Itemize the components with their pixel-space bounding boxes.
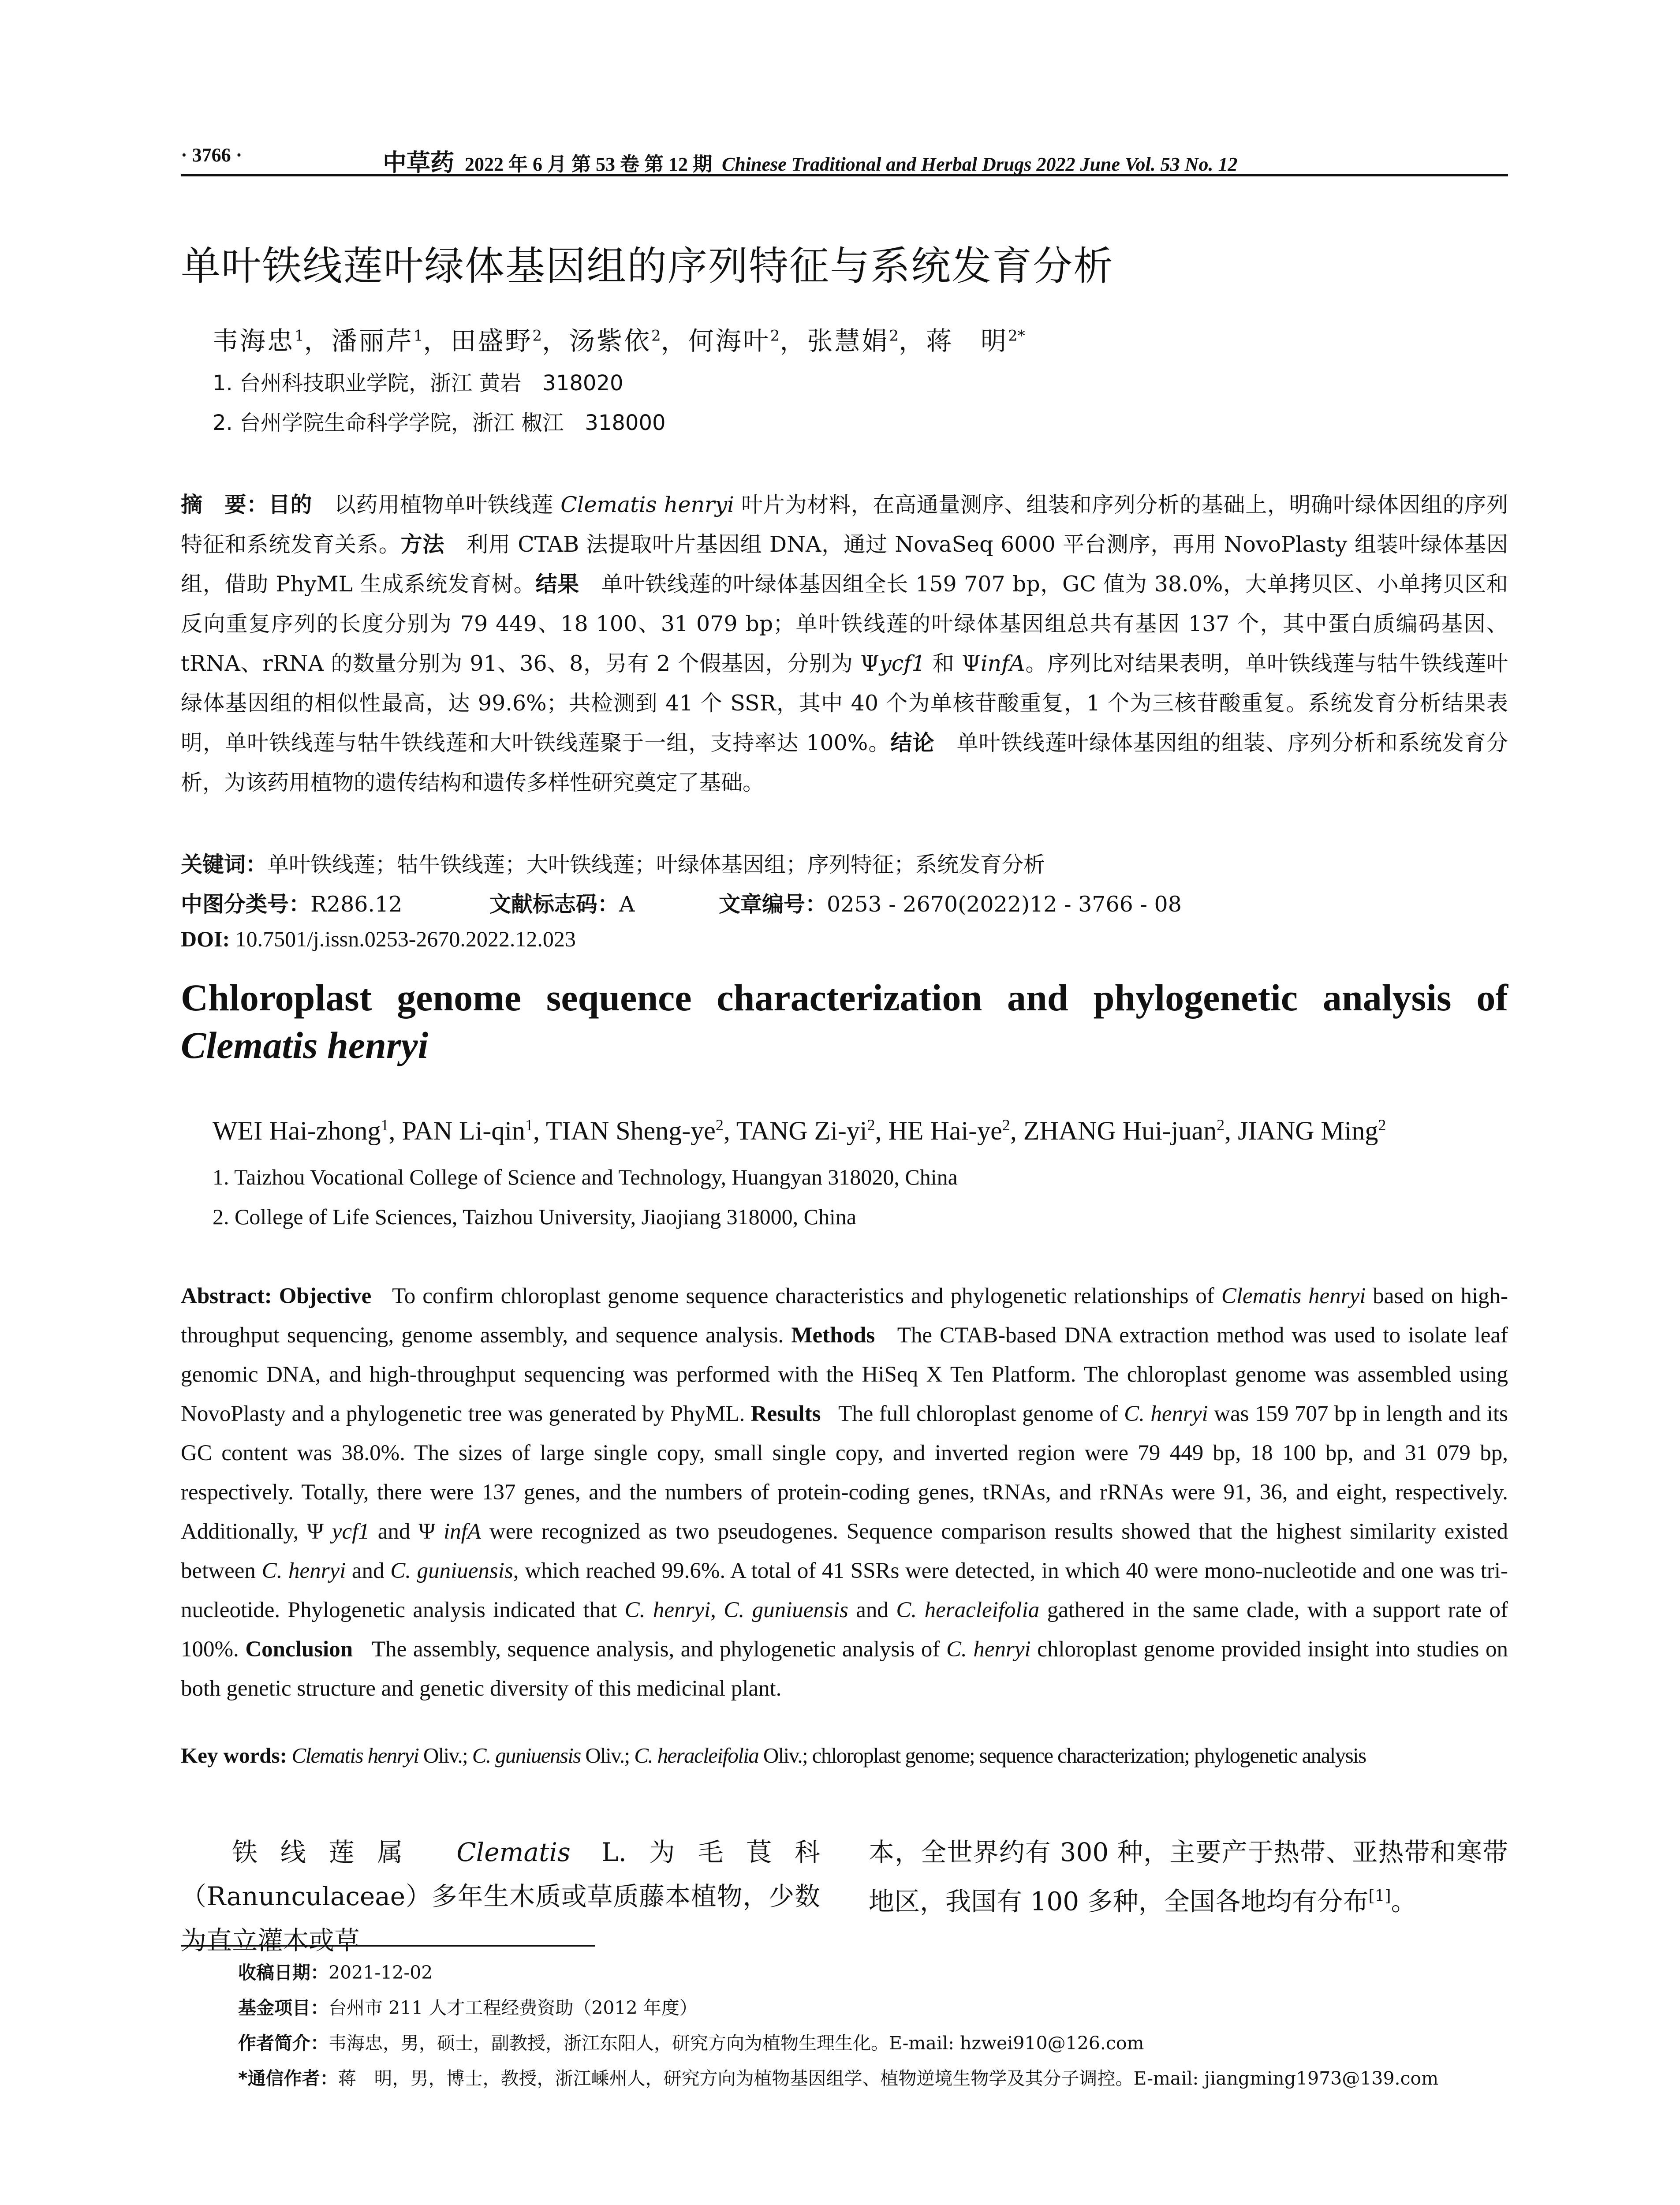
keyword-species: C. heracleifolia [634, 1743, 759, 1768]
author-aff-cn: 2* [1008, 327, 1025, 345]
author-cn: 汤紫依 [569, 326, 652, 356]
author-en: WEI Hai-zhong [213, 1116, 381, 1145]
doi-value[interactable]: 10.7501/j.issn.0253-2670.2022.12.023 [235, 927, 576, 951]
body-text: L.为毛茛科（Ranunculaceae）多年生木质或草质藤本植物，少数为直立灌木或草 [181, 1837, 820, 1955]
author-aff-en: 2 [715, 1116, 724, 1134]
author-aff-en: 1 [525, 1116, 534, 1134]
results-en-text: gathered in the same clade, with a support rate of 100%. [181, 1598, 1508, 1662]
affiliation-cn-2: 2. 台州学院生命科学学院，浙江 椒江 318000 [213, 411, 666, 435]
methods-label: 方法 [400, 532, 445, 557]
keywords-en-label: Key words: [181, 1743, 287, 1768]
abstract-cn-label: 摘 要： [181, 492, 269, 517]
footnote-author [238, 2029, 1144, 2055]
author-cn: 潘丽芹 [331, 326, 414, 356]
citation-ref[interactable]: [1] [1368, 1887, 1391, 1905]
methods-en-label: Methods [791, 1323, 875, 1348]
methods-text: 利用 CTAB 法提取叶片基因组 DNA，通过 NovaSeq 6000 平台测序，再用 NovoPlasty 组装叶绿体基因组，借助 PhyML 生成系统发育树。 [181, 532, 1508, 597]
conclusion-text: 单叶铁线莲叶绿体基因组的组装、序列分析和系统发育分析，为该药用植物的遗传结构和遗传多样性研究奠定了基础。 [181, 730, 1508, 795]
author-aff-en: 2 [867, 1116, 875, 1134]
journal-info [383, 144, 1237, 178]
footnote-label: 基金项目： [238, 1997, 329, 2018]
author-cn: 韦海忠 [213, 326, 295, 356]
doi-label: DOI: [181, 927, 230, 951]
issue-cn: 2022 年 6 月 第 53 卷 第 12 期 [465, 153, 712, 175]
clc-label: 中图分类号： [181, 892, 311, 917]
gene-name: infA [443, 1519, 481, 1544]
keyword-species: C. guniuensis [472, 1743, 581, 1768]
footnote-divider [181, 1945, 595, 1947]
author-aff-en: 2 [1002, 1116, 1010, 1134]
title-en-species: Clematis henryi [181, 1024, 429, 1066]
author-aff-en: 2 [1378, 1116, 1386, 1134]
body-column-right [869, 1830, 1508, 1923]
author-aff-cn: 1 [295, 327, 304, 345]
objective-label: 目的 [268, 492, 313, 517]
results-en-text: and Ψ [369, 1519, 444, 1544]
author-aff-en: 2 [1217, 1116, 1225, 1134]
gene-name: ycf1 [332, 1519, 370, 1544]
conclusion-en-text: The assembly, sequence analysis, and phylogenetic analysis of [371, 1637, 946, 1662]
running-header [181, 142, 1508, 176]
results-en-text: The full chloroplast genome of [838, 1401, 1124, 1426]
author-aff-cn: 2 [651, 327, 661, 345]
clc-value: R286.12 [310, 892, 403, 917]
classification-line [181, 887, 1182, 918]
affiliation-cn-1: 1. 台州科技职业学院，浙江 黄岩 318020 [213, 371, 623, 396]
keywords-cn-label: 关键词： [181, 852, 268, 877]
keywords-cn-text: 单叶铁线莲；牯牛铁线莲；大叶铁线莲；叶绿体基因组；序列特征；系统发育分析 [267, 852, 1045, 877]
journal-en: Chinese Traditional and Herbal Drugs 2022 June Vol. 53 No. 12 [722, 153, 1238, 175]
results-text: 和 Ψ [925, 651, 981, 676]
results-en-text: and [346, 1558, 391, 1583]
species-name: C. henryi [261, 1558, 346, 1583]
species-name: C. henryi [1124, 1401, 1208, 1426]
objective-en-text: based on high-throughput sequencing, genome assembly, and sequence analysis. [181, 1284, 1508, 1348]
author-en: TIAN Sheng-ye [545, 1116, 716, 1145]
article-no-label: 文章编号： [719, 892, 827, 917]
author-aff-cn: 2 [889, 327, 899, 345]
footnote-label: 收稿日期： [238, 1962, 329, 1983]
keyword-text: Oliv.; [418, 1743, 472, 1768]
abstract-en [181, 1277, 1508, 1708]
page-number: · 3766 · [181, 144, 243, 166]
species-name: C. guniuensis [724, 1598, 848, 1622]
keywords-cn [181, 848, 1045, 878]
author-cn: 田盛野 [450, 326, 533, 356]
conclusion-en-label: Conclusion [245, 1637, 353, 1662]
author-en: TANG Zi-yi [736, 1116, 867, 1145]
body-text: 本，全世界约有 300 种，主要产于热带、亚热带和寒带地区，我国有 100 多种，全国各地均有分布 [869, 1837, 1508, 1917]
doi-line [181, 926, 576, 952]
genus-name: Clematis [456, 1837, 571, 1867]
footnote-fund [238, 1993, 698, 2019]
results-en-text: were recognized as two pseudogenes. Sequence comparison results showed that the highest similarity existed between [181, 1519, 1508, 1583]
doc-code-label: 文献标志码： [489, 892, 620, 917]
results-en-text: , [710, 1598, 724, 1622]
keywords-en [181, 1743, 1366, 1768]
body-text: 。 [1391, 1886, 1417, 1917]
doc-code-value: A [619, 892, 635, 917]
author-aff-cn: 2 [532, 327, 542, 345]
footnote-label: 作者简介： [238, 2033, 329, 2054]
species-name: C. henryi [946, 1637, 1031, 1662]
authors-cn: 韦海忠$^1$，潘丽芹$^1$，田盛野$^2$，汤紫依$^2$，何海叶$^2$，张慧娟$^2$，蒋 明$^{2*}$ [213, 326, 1025, 356]
body-column-left [181, 1830, 820, 1962]
author-cn: 张慧娟 [807, 326, 889, 356]
gene-name: ycf1 [879, 651, 926, 676]
author-en: JIANG Ming [1238, 1116, 1378, 1145]
results-label: 结果 [535, 572, 579, 597]
objective-text: 叶片为材料，在高通量测序、组装和序列分析的基础上，明确叶绿体因组的序列特征和系统发育关系。 [181, 492, 1508, 557]
journal-logo: 中草药 [383, 149, 454, 176]
abstract-cn [181, 485, 1508, 803]
results-text: 。序列比对结果表明，单叶铁线莲与牯牛铁线莲叶绿体基因组的相似性最高，达 99.6%；共检测到 41 个 SSR，其中 40 个为单核苷酸重复，1 个为三核苷酸重复。系统发育分析结果表明，单叶铁线莲与牯牛铁线莲和大叶铁线莲聚于一组，支持率达 100%。 [181, 651, 1508, 755]
author-en: ZHANG Hui-juan [1023, 1116, 1217, 1145]
methods-en-text: The CTAB-based DNA extraction method was used to isolate leaf genomic DNA, and high-throughput sequencing was performed with the HiSeq X Ten Platform. The chloroplast genome was assembled using NovoPlasty and a phylogenetic tree was generated by PhyML. [181, 1323, 1508, 1426]
footnote-text: 台州市 211 人才工程经费资助（2012 年度） [329, 1997, 698, 2018]
species-name: C. heracleifolia [896, 1598, 1040, 1622]
conclusion-en-text: chloroplast genome provided insight into studies on both genetic structure and genetic diversity of this medicinal plant. [181, 1637, 1508, 1701]
objective-text: 以药用植物单叶铁线莲 [334, 492, 561, 517]
keyword-text: Oliv.; [580, 1743, 635, 1768]
abstract-en-label: Abstract: Objective [181, 1284, 372, 1308]
author-aff-cn: 2 [770, 327, 780, 345]
footnote-text: 韦海忠，男，硕士，副教授，浙江东阳人，研究方向为植物生理生化。E-mail: hzwei910@126.com [329, 2033, 1144, 2054]
authors-en: WEI Hai-zhong$^1$, PAN Li-qin$^1$, TIAN Sheng-$ye^2$, TANG $Zi-yi^2$, HE Hai-$ye^2$, ZHANG Hui-juan$^2$, JIANG Ming$^2$ [213, 1116, 1386, 1145]
author-cn: 何海叶 [688, 326, 770, 356]
footnote-text: 蒋 明，男，博士，教授，浙江嵊州人，研究方向为植物基因组学、植物逆境生物学及其分子调控。E-mail: jiangming1973@139.com [338, 2068, 1439, 2089]
keyword-text: Oliv.; chloroplast genome; sequence characterization; phylogenetic analysis [758, 1743, 1366, 1768]
footnote-corresponding [238, 2064, 1438, 2090]
species-name: C. guniuensis [390, 1558, 513, 1583]
results-en-text: , which reached 99.6%. A total of 41 SSRs were detected, in which 40 were mono-nucleotide and one was tri-nucleotide. Phylogenetic analysis indicated that [181, 1558, 1508, 1622]
title-cn: 单叶铁线莲叶绿体基因组的序列特征与系统发育分析 [181, 243, 1114, 289]
results-en-text: was 159 707 bp in length and its GC content was 38.0%. The sizes of large single copy, small single copy, and inverted region were 79 449 bp, 18 100 bp, and 31 079 bp, respectively. Totally, there were 137 genes, and the numbers of protein-coding genes, tRNAs, and rRNAs were 91, 36, and eight, respectively. Additionally, Ψ [181, 1401, 1508, 1544]
species-name: Clematis henryi [1221, 1284, 1366, 1308]
author-en: HE Hai-ye [888, 1116, 1002, 1145]
footnote-text: 2021-12-02 [329, 1962, 433, 1983]
results-en-text: and [848, 1598, 896, 1622]
author-cn: 蒋 明 [926, 326, 1008, 356]
conclusion-label: 结论 [890, 730, 935, 755]
author-aff-cn: 1 [413, 327, 423, 345]
body-text: 铁线莲属 [232, 1837, 457, 1867]
footnote-label: *通信作者： [238, 2068, 338, 2089]
objective-en-text: To confirm chloroplast genome sequence characteristics and phylogenetic relationships of [392, 1284, 1221, 1308]
author-en: PAN Li-qin [402, 1116, 526, 1145]
results-text: 单叶铁线莲的叶绿体基因组全长 159 707 bp，GC 值为 38.0%，大单拷贝区、小单拷贝区和反向重复序列的长度分别为 79 449、18 100、31 079 bp；单叶铁线莲的叶绿体基因组总共有基因 137 个，其中蛋白质编码基因、tRNA、rRNA 的数量分别为 91、36、8，另有 2 个假基因，分别为 Ψ [181, 572, 1508, 676]
results-en-label: Results [750, 1401, 821, 1426]
keyword-species: Clematis henryi [291, 1743, 419, 1768]
affiliation-en-1: 1. Taizhou Vocational College of Science and Technology, Huangyan 318020, China [213, 1165, 958, 1189]
affiliation-en-2: 2. College of Life Sciences, Taizhou University, Jiaojiang 318000, China [213, 1204, 857, 1229]
species-name: Clematis henryi [560, 492, 734, 517]
title-en: Chloroplast genome sequence characterization and phylogenetic analysis of [181, 976, 1508, 1019]
author-aff-en: 1 [381, 1116, 389, 1134]
article-no-value: 0253 - 2670(2022)12 - 3766 - 08 [827, 892, 1182, 917]
footnote-received [238, 1958, 433, 1984]
species-name: C. henryi [624, 1598, 711, 1622]
gene-name: infA [980, 651, 1025, 676]
